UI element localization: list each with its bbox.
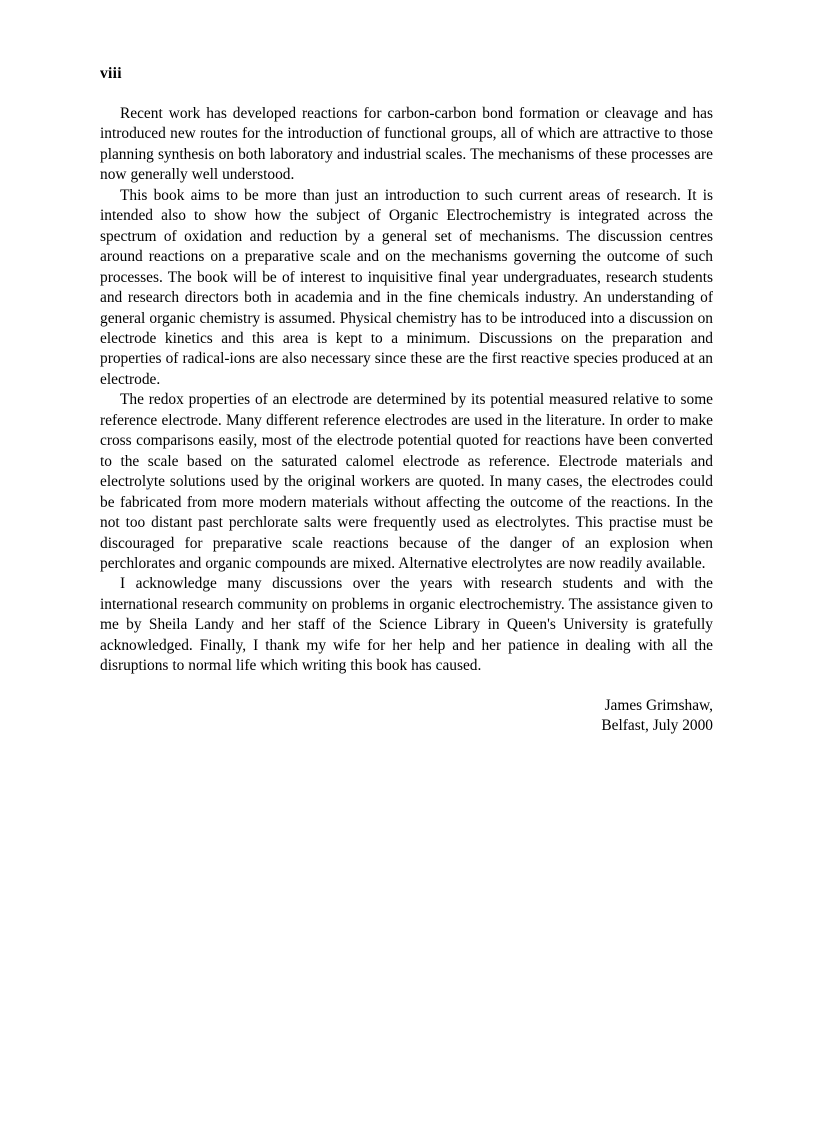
paragraph: This book aims to be more than just an introduction to such current areas of research. It is intended also to show how the subject of Organic Electrochemistry is integrated across the spectrum of oxidation and reduction by a general set of mechanisms. The discussion centres around reactions on a preparative scale and on the mechanisms governing the outcome of such processes. The book will be of interest to inquisitive final year undergraduates, research students and research directors both in academia and in the fine chemicals industry. An understanding of general organic chemistry is assumed. Physical chemistry has to be introduced into a discussion on electrode kinetics and this area is kept to a minimum. Discussions on the preparation and properties of radical-ions are also necessary since these are the first reactive species produced at an electrode. — [100, 186, 713, 388]
paragraph: Recent work has developed reactions for carbon-carbon bond formation or cleavage and has introduced new routes for the introduction of functional groups, all of which are attractive to those planning synthesis on both laboratory and industrial scales. The mechanisms of these processes are now generally well understood. — [100, 105, 713, 184]
signature-author: James Grimshaw, — [604, 696, 713, 714]
paragraph: The redox properties of an electrode are determined by its potential measured relative to some reference electrode. Many different reference electrodes are used in the literature. In order to make cross comparisons easily, most of the electrode potential quoted for reactions have been converted to the scale based on the saturated calomel electrode as reference. Electrode materials and electrolyte solutions used by the original workers are quoted. In many cases, the electrodes could be fabricated from more modern materials without affecting the outcome of the reactions. In the not too distant past perchlorate salts were frequently used as electrolytes. This practise must be discouraged for preparative scale reactions because of the danger of an explosion when perchlorates and organic compounds are mixed. Alternative electrolytes are now readily available. — [100, 391, 713, 572]
paragraph: I acknowledge many discussions over the years with research students and with the international research community on problems in organic electrochemistry. The assistance given to me by Sheila Landy and her staff of the Science Library in Queen's University is gratefully acknowledged. Finally, I thank my wife for her help and her patience in dealing with all the disruptions to normal life which writing this book has caused. — [100, 575, 713, 675]
signature-place-date: Belfast, July 2000 — [601, 717, 713, 735]
page-number-folio: viii — [100, 65, 122, 82]
signature-block — [100, 696, 713, 737]
preface-body — [100, 104, 713, 737]
